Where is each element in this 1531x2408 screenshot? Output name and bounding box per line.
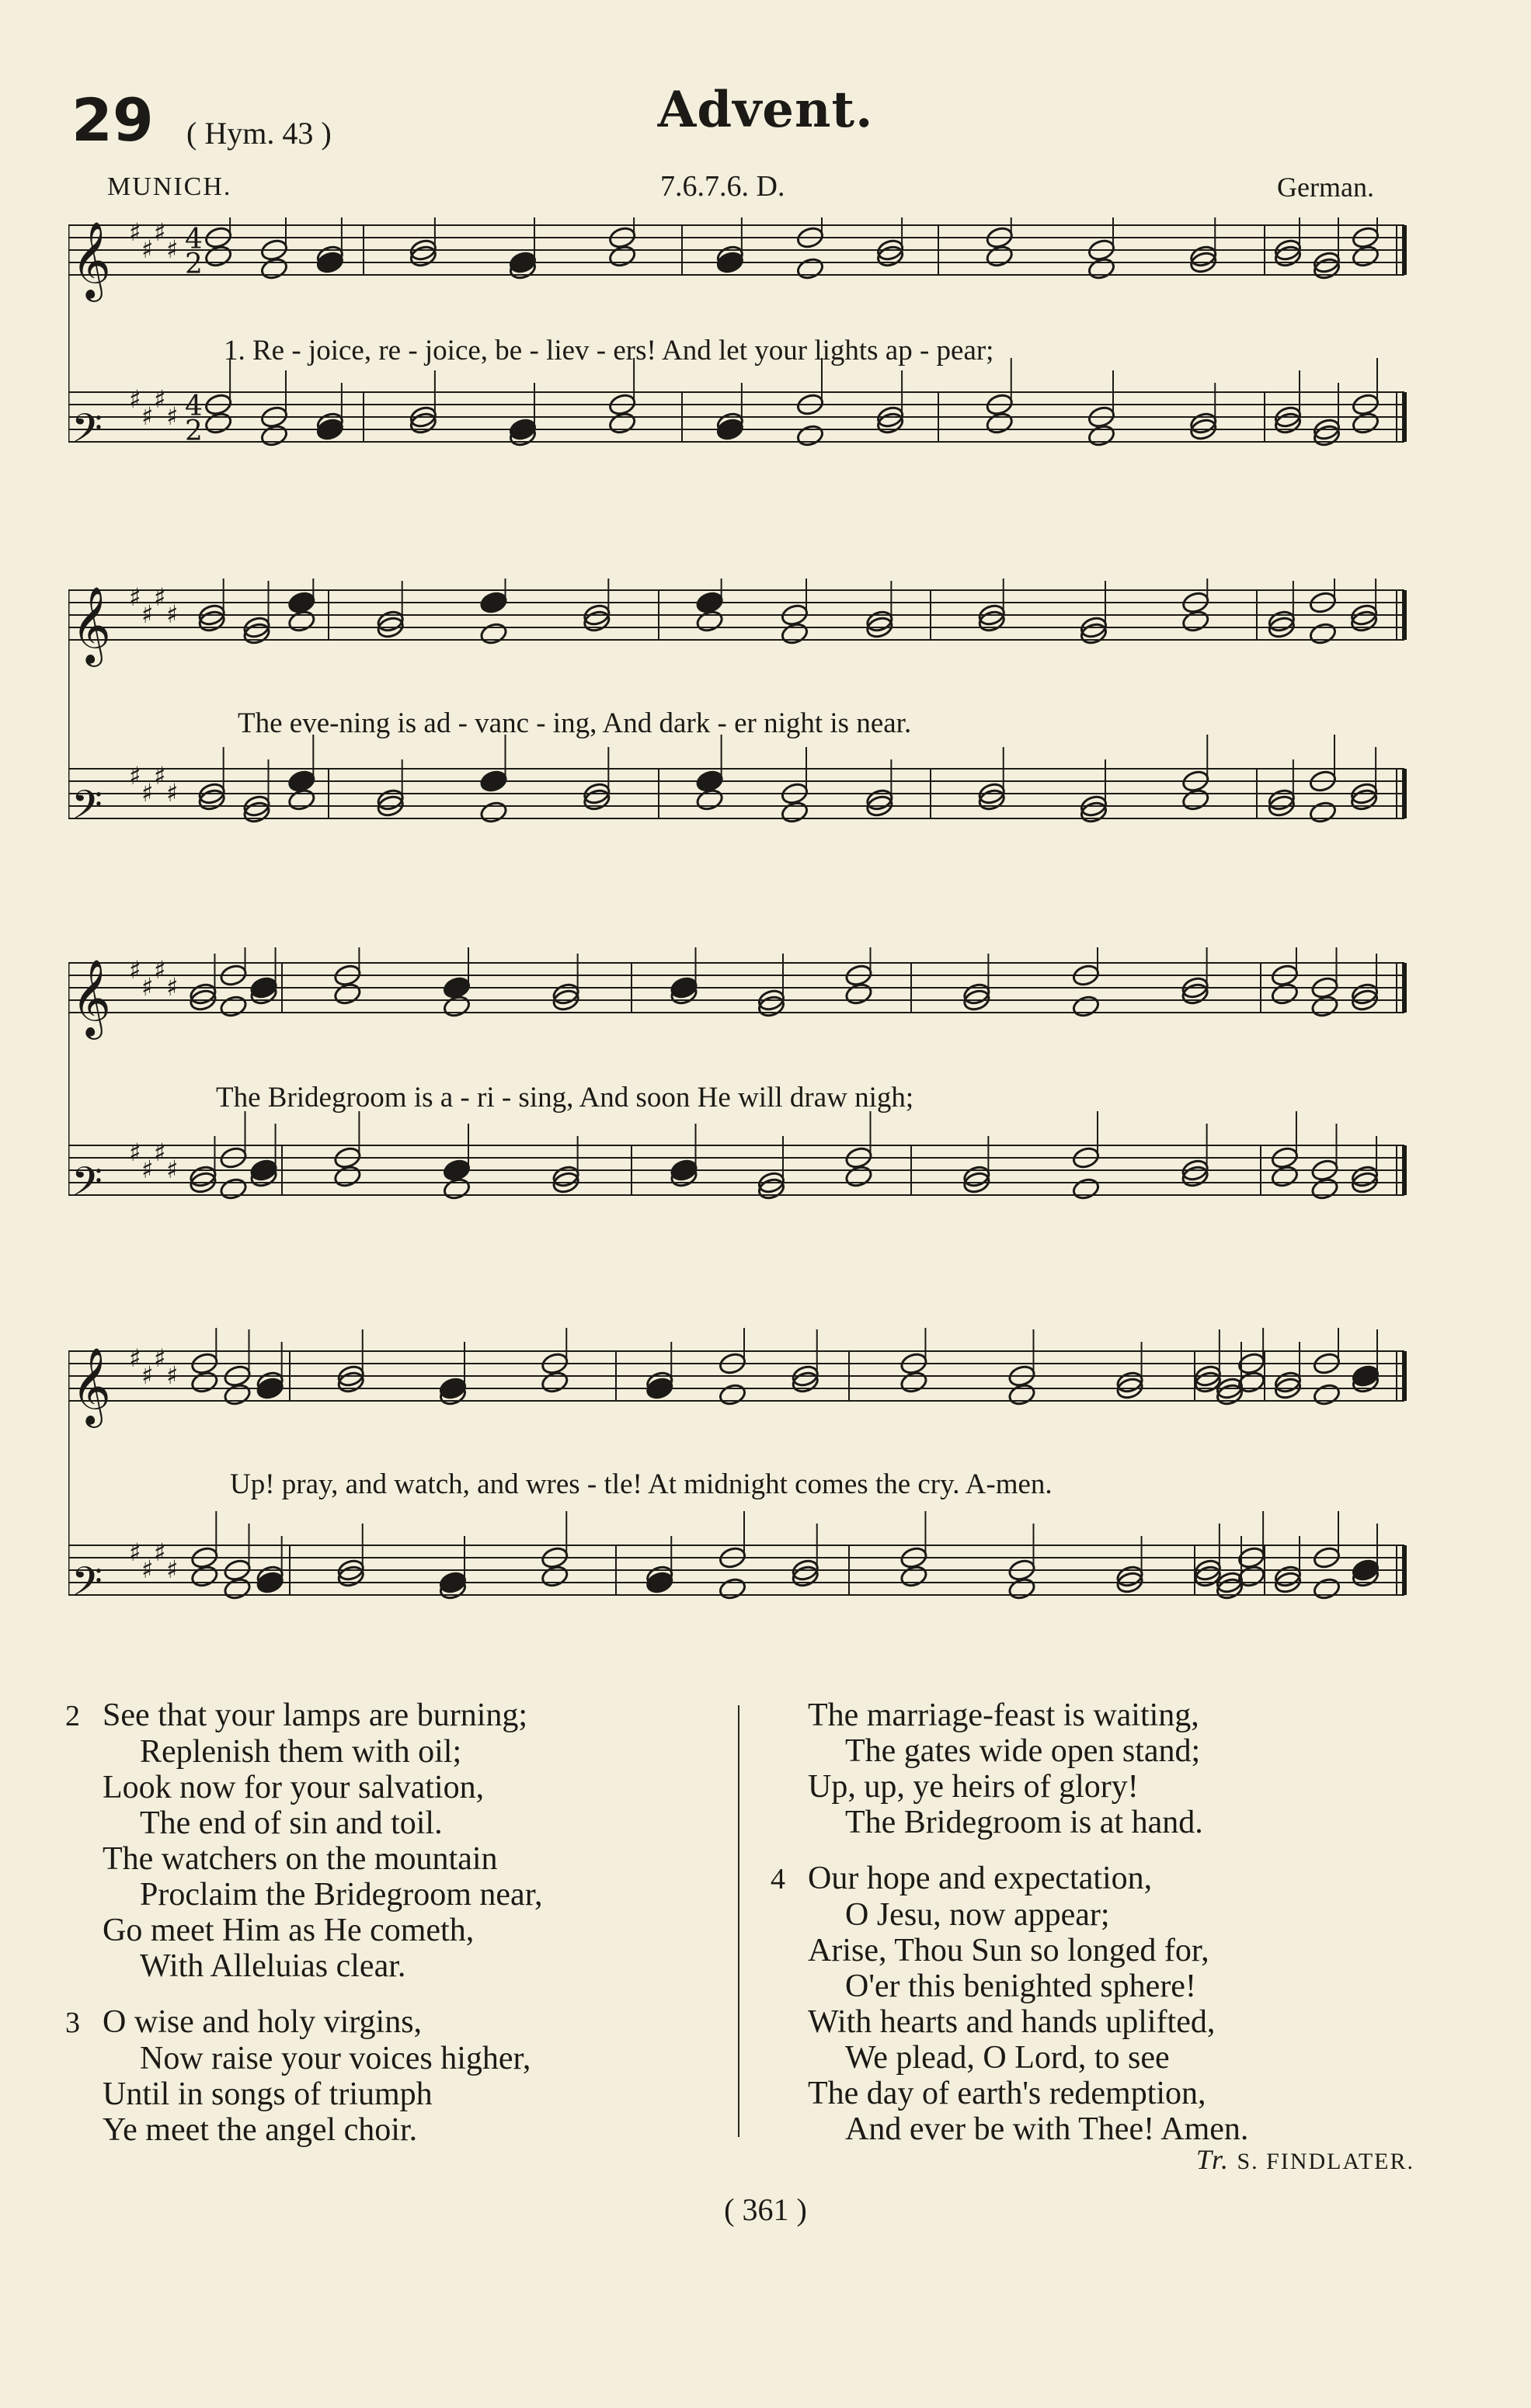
bass-clef-icon: 𝄢 (71, 781, 103, 838)
sharp-icon: ♯ (141, 972, 154, 1002)
note-head (1087, 256, 1116, 281)
sharp-icon: ♯ (166, 972, 179, 1002)
time-signature-bottom: 2 (185, 248, 203, 280)
sharp-icon: ♯ (154, 217, 166, 247)
treble-clef-icon: 𝄞 (71, 959, 111, 1037)
verse-2: 2 See that your lamps are burning; Replenish them with oil; Look now for your salvation, The end of sin and toil. The watchers on the mountain Proclaim the Bridegroom near, Go meet Him as He cometh, With Alleluias clear. (65, 1697, 543, 1984)
note-head (1007, 1382, 1037, 1407)
music-system-2 (68, 579, 1420, 874)
bass-clef-icon: 𝄢 (71, 405, 103, 461)
sharp-icon: ♯ (154, 384, 166, 414)
sharp-icon: ♯ (141, 778, 154, 808)
note-head (1270, 982, 1300, 1006)
note-head (695, 609, 725, 634)
note-head (442, 1176, 471, 1201)
sharp-icon: ♯ (166, 1360, 179, 1390)
sharp-icon: ♯ (141, 401, 154, 431)
note-head (333, 1164, 363, 1189)
note-head (1270, 1164, 1300, 1189)
note-head (540, 1370, 569, 1395)
note-head (795, 256, 825, 281)
note-head (1308, 800, 1338, 825)
note-head (219, 1176, 249, 1201)
sharp-icon: ♯ (166, 778, 179, 808)
sharp-icon: ♯ (129, 582, 141, 612)
note-head (718, 1382, 747, 1407)
note-head (259, 423, 289, 448)
note-head (1312, 1382, 1341, 1407)
sharp-icon: ♯ (129, 1343, 141, 1373)
treble-clef-icon: 𝄞 (71, 586, 111, 664)
note-head (259, 256, 289, 281)
note-head (190, 1564, 220, 1589)
lyric-line-1: 1. Re - joice, re - joice, be - liev - ers! And let your lights ap - pear; (224, 335, 994, 367)
sharp-icon: ♯ (154, 1343, 166, 1373)
note-head (219, 994, 249, 1019)
meter: 7.6.7.6. D. (660, 170, 785, 203)
note-head (1087, 423, 1116, 448)
note-head (985, 411, 1014, 436)
sharp-icon: ♯ (129, 384, 141, 414)
note-head (223, 1382, 252, 1407)
sharp-icon: ♯ (166, 401, 179, 431)
time-signature-top: 4 (185, 391, 203, 422)
hymn-number: 29 (71, 85, 154, 155)
note-head (287, 787, 317, 812)
sharp-icon: ♯ (129, 1538, 141, 1567)
note-head (1181, 787, 1210, 812)
sharp-icon: ♯ (166, 599, 179, 629)
note-head (1071, 1176, 1101, 1201)
note-head (718, 1576, 747, 1601)
sharp-icon: ♯ (141, 235, 154, 264)
note-head (795, 423, 825, 448)
lyric-line-4: Up! pray, and watch, and wres - tle! At midnight comes the cry. A-men. (230, 1468, 1053, 1500)
verses-left-column (65, 1697, 724, 2168)
note-head (844, 1164, 874, 1189)
time-signature-bottom: 2 (185, 415, 203, 447)
sharp-icon: ♯ (129, 761, 141, 791)
note-head (1310, 1176, 1340, 1201)
treble-clef-icon: 𝄞 (71, 1347, 111, 1425)
sharp-icon: ♯ (154, 955, 166, 985)
sharp-icon: ♯ (141, 1155, 154, 1184)
bass-clef-icon: 𝄢 (71, 1158, 103, 1214)
page-number: ( 361 ) (724, 2192, 807, 2227)
note-head (442, 1158, 471, 1183)
note-head (479, 621, 509, 646)
note-head (479, 800, 509, 825)
translator-credit: Tr. S. FINDLATER. (1195, 2144, 1414, 2175)
note-head (479, 590, 509, 615)
note-head (607, 244, 637, 269)
tune-origin: German. (1277, 172, 1374, 203)
sharp-icon: ♯ (141, 1555, 154, 1584)
note-head (899, 1564, 929, 1589)
note-head (223, 1576, 252, 1601)
sharp-icon: ♯ (154, 1538, 166, 1567)
note-head (695, 769, 725, 794)
bass-clef-icon: 𝄢 (71, 1558, 103, 1614)
sharp-icon: ♯ (129, 1138, 141, 1167)
note-head (985, 244, 1014, 269)
note-head (190, 1370, 220, 1395)
sharp-icon: ♯ (166, 235, 179, 264)
note-head (1007, 1576, 1037, 1601)
treble-clef-icon: 𝄞 (71, 221, 111, 299)
note-head (1181, 609, 1210, 634)
note-head (780, 800, 809, 825)
music-system-1 (68, 217, 1420, 513)
note-head (1351, 244, 1380, 269)
sharp-icon: ♯ (154, 1138, 166, 1167)
tune-name: MUNICH. (107, 172, 232, 201)
note-head (204, 244, 233, 269)
lyric-line-2: The eve-ning is ad - vanc - ing, And dark - er night is near. (238, 707, 912, 739)
verse-3: 3 O wise and holy virgins, Now raise your voices higher, Until in songs of triumph Ye meet the angel choir. (65, 2004, 531, 2148)
note-head (540, 1564, 569, 1589)
note-head (287, 590, 317, 615)
sharp-icon: ♯ (154, 582, 166, 612)
music-system-3 (68, 947, 1420, 1242)
note-head (844, 982, 874, 1006)
note-head (1071, 994, 1101, 1019)
note-head (479, 769, 509, 794)
verse-3-continued: The marriage-feast is waiting, The gates wide open stand; Up, up, ye heirs of glory! The Bridegroom is at hand. (808, 1697, 1203, 1840)
note-head (607, 411, 637, 436)
sharp-icon: ♯ (154, 761, 166, 791)
sharp-icon: ♯ (166, 1155, 179, 1184)
note-head (333, 982, 363, 1006)
sharp-icon: ♯ (166, 1555, 179, 1584)
hymn-reference: ( Hym. 43 ) (186, 116, 332, 151)
music-system-4 (68, 1328, 1420, 1654)
season-title: Advent. (657, 81, 874, 139)
note-head (287, 609, 317, 634)
verses-right-column (771, 1697, 1429, 2167)
verse-number: 2 (65, 1700, 80, 1732)
note-head (695, 787, 725, 812)
lyric-line-3: The Bridegroom is a - ri - sing, And soon He will draw nigh; (216, 1082, 914, 1114)
sharp-icon: ♯ (129, 955, 141, 985)
verse-number: 3 (65, 2007, 80, 2039)
note-head (442, 975, 471, 1000)
column-divider (738, 1705, 739, 2137)
note-head (1310, 994, 1340, 1019)
sharp-icon: ♯ (141, 1360, 154, 1390)
note-head (1312, 1576, 1341, 1601)
note-head (442, 994, 471, 1019)
note-head (899, 1370, 929, 1395)
sharp-icon: ♯ (141, 599, 154, 629)
note-head (204, 411, 233, 436)
time-signature-top: 4 (185, 224, 203, 255)
note-head (1308, 621, 1338, 646)
note-head (780, 621, 809, 646)
verse-4: 4 Our hope and expectation, O Jesu, now appear; Arise, Thou Sun so longed for, O'er this benighted sphere! With hearts and hands uplifted, We plead, O Lord, to see The day of earth's redemption, And ever be with Thee! Amen. (771, 1861, 1249, 2147)
note-head (1351, 411, 1380, 436)
sharp-icon: ♯ (129, 217, 141, 247)
verse-number: 4 (771, 1863, 785, 1895)
note-head (695, 590, 725, 615)
note-head (287, 769, 317, 794)
